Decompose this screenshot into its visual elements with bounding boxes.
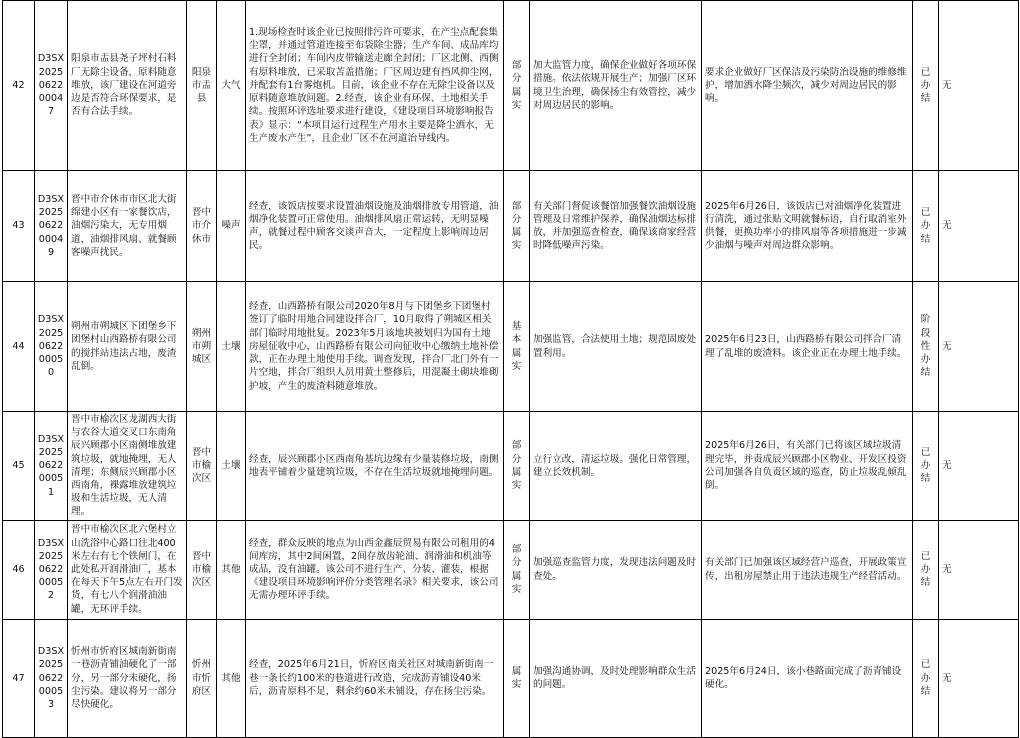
verdict: 部分属实 bbox=[504, 1, 530, 171]
administrative-area: 晋中市介休市 bbox=[187, 171, 217, 282]
investigation-finding: 经查，该饭店按要求设置油烟设施及油烟排放专用管道，油烟净化装置可正常使用。油烟排风扇正常运转，无明显噪声，就餐过程中顾客交谈声音大，一定程度上影响周边居民。 bbox=[246, 171, 504, 282]
administrative-area: 忻州市忻府区 bbox=[187, 619, 217, 737]
pollution-type: 土壤 bbox=[217, 282, 246, 412]
rectification-result: 2025年6月26日，该饭店已对油烟净化装置进行清洗，通过张贴文明就餐标语，自行取消室外供餐，更换功率小的排风扇等各项措施进一步减少油烟与噪声对周边群众影响。 bbox=[702, 171, 913, 282]
row-number: 46 bbox=[3, 520, 35, 619]
pollution-type: 土壤 bbox=[217, 412, 246, 521]
rectification-result: 有关部门已加强该区域经营户巡查，开展政策宣传，出租房屋禁止用于违法违规生产经营活动。 bbox=[702, 520, 913, 619]
accountability: 无 bbox=[939, 1, 1019, 171]
administrative-area: 晋中市榆次区 bbox=[187, 520, 217, 619]
handling-measures: 有关部门督促该餐馆加强餐饮油烟设施管理及日常维护保养，确保油烟达标排放，并加强巡查检查，确保该商家经营时降低噪声污染。 bbox=[530, 171, 702, 282]
administrative-area: 朔州市朔城区 bbox=[187, 282, 217, 412]
investigation-finding: 经查，群众反映的地点为山西金鑫辰贸易有限公司租用的4间库房，其中2间闲置，2间存放齿轮油、润滑油和机油等成品，没有油罐。该公司不进行生产、分装、灌装，根据《建设项目环境影响评价分类管理名录》相关要求，该公司无需办理环评手续。 bbox=[246, 520, 504, 619]
verdict: 属实 bbox=[504, 619, 530, 737]
administrative-area: 晋中市榆次区 bbox=[187, 412, 217, 521]
verdict: 部分属实 bbox=[504, 520, 530, 619]
accountability: 无 bbox=[939, 171, 1019, 282]
case-status: 已办结 bbox=[913, 171, 939, 282]
issue-description: 朔州市朔城区下团堡乡下团堡村山西路桥有限公司的搅拌站违法占地，废渣乱倒。 bbox=[68, 282, 187, 412]
handling-measures: 加大监管力度，确保企业做好各项环保措施。依法依规开展生产；加强厂区环境卫生治理，确保扬尘有效管控，减少对周边居民的影响。 bbox=[530, 1, 702, 171]
investigation-finding: 1.现场检查时该企业已按照排污许可要求，在产尘点配套集尘罩，并通过管道连接至布袋除尘器；生产车间、成品库均进行全封闭；车间内皮带输送走廊全封闭；厂区北侧、西侧有原料堆放，已采取苫盖措施；厂区周边建有挡风抑尘网，并配套有1台雾炮机。目前，该企业不存在无除尘设备以及原料随意堆放问题。2.经查，该企业有环保、土地相关手续。按照环评选址要求进行建设，《建设项目环境影响报告表》显示：“本项目运行过程生产用水主要是降尘洒水，无生产废水产生”，且企业厂区不在河道治导线内。 bbox=[246, 1, 504, 171]
investigation-finding: 经查，2025年6月21日，忻府区南关社区对城南新街南一巷一条长约100米的巷道进行改造，完成沥青铺设40米后，沥青原料不足，剩余约60米未铺设，存在扬尘污染。 bbox=[246, 619, 504, 737]
verdict: 基本属实 bbox=[504, 282, 530, 412]
table-row bbox=[3, 171, 1019, 282]
pollution-type: 其他 bbox=[217, 520, 246, 619]
case-status: 已办结 bbox=[913, 520, 939, 619]
complaint-table bbox=[2, 0, 1019, 738]
verdict: 部分属实 bbox=[504, 412, 530, 521]
pollution-type: 噪声 bbox=[217, 171, 246, 282]
issue-description: 晋中市介休市市区北大街绵建小区有一家餐饮店，油烟污染大，无专用烟道，油烟排风扇、就餐顾客噪声扰民。 bbox=[68, 171, 187, 282]
rectification-result: 2025年6月23日，山西路桥有限公司拌合厂清理了乱堆的废渣料。该企业正在办理土地手续。 bbox=[702, 282, 913, 412]
pollution-type: 大气 bbox=[217, 1, 246, 171]
case-status: 已办结 bbox=[913, 619, 939, 737]
handling-measures: 加强沟通协调，及时处理影响群众生活的问题。 bbox=[530, 619, 702, 737]
case-code: D3SX2025062200047 bbox=[35, 1, 68, 171]
case-code: D3SX2025062200052 bbox=[35, 520, 68, 619]
accountability: 无 bbox=[939, 412, 1019, 521]
row-number: 47 bbox=[3, 619, 35, 737]
row-number: 44 bbox=[3, 282, 35, 412]
issue-description: 晋中市榆次区龙湖西大街与农谷大道交叉口东南角辰兴顾郡小区南侧堆放建筑垃圾，就地掩埋，无人清理；东侧辰兴顾郡小区西南角，裸露堆放建筑垃圾和生活垃圾，无人清理。 bbox=[68, 412, 187, 521]
issue-description: 晋中市榆次区北六堡村立山洗浴中心路口往北400米左右有七个铁闸门，在此处私开润滑油厂，基本在每天下午5点左右开门发货，有七八个润滑油油罐，无环评手续。 bbox=[68, 520, 187, 619]
table-row bbox=[3, 1, 1019, 171]
investigation-finding: 经查，辰兴顾郡小区西南角基坑边缘有少量装修垃圾，南侧地表平铺着少量建筑垃圾，不存在生活垃圾就地掩埋问题。 bbox=[246, 412, 504, 521]
pollution-type: 其他 bbox=[217, 619, 246, 737]
case-code: D3SX2025062200053 bbox=[35, 619, 68, 737]
case-code: D3SX2025062200049 bbox=[35, 171, 68, 282]
row-number: 42 bbox=[3, 1, 35, 171]
case-status: 已办结 bbox=[913, 1, 939, 171]
case-status: 已办结 bbox=[913, 412, 939, 521]
table-row bbox=[3, 619, 1019, 737]
accountability: 无 bbox=[939, 520, 1019, 619]
rectification-result: 要求企业做好厂区保洁及污染防治设施的维修维护，增加洒水降尘频次，减少对周边居民的影响。 bbox=[702, 1, 913, 171]
issue-description: 忻州市忻府区城南新街南一巷沥青铺油硬化了一部分，另一部分未硬化，扬尘污染。建议将另一部分尽快硬化。 bbox=[68, 619, 187, 737]
row-number: 45 bbox=[3, 412, 35, 521]
issue-description: 阳泉市盂县尧子坪村石料厂无除尘设备，原料随意堆放，该厂建设在河道旁边是否符合环保要求，是否有合法手续。 bbox=[68, 1, 187, 171]
table-row bbox=[3, 282, 1019, 412]
administrative-area: 阳泉市盂县 bbox=[187, 1, 217, 171]
verdict: 部分属实 bbox=[504, 171, 530, 282]
accountability: 无 bbox=[939, 619, 1019, 737]
accountability: 无 bbox=[939, 282, 1019, 412]
row-number: 43 bbox=[3, 171, 35, 282]
handling-measures: 立行立改，清运垃圾。强化日常管理，建立长效机制。 bbox=[530, 412, 702, 521]
rectification-result: 2025年6月26日，有关部门已将该区域垃圾清理完毕，并责成辰兴顾郡小区物业、开发区投资公司加强各自负责区域的巡查，防止垃圾乱倾乱倒。 bbox=[702, 412, 913, 521]
rectification-result: 2025年6月24日，该小巷路面完成了沥青铺设硬化。 bbox=[702, 619, 913, 737]
handling-measures: 加强巡查监管力度，发现违法问题及时查处。 bbox=[530, 520, 702, 619]
case-code: D3SX2025062200050 bbox=[35, 282, 68, 412]
investigation-finding: 经查，山西路桥有限公司2020年8月与下团堡乡下团堡村签订了临时用地合同建设拌合厂，10月取得了朔城区相关部门临时用地批复。2023年5月该地块被划归为国有土地房屋征收中心，山西路桥有限公司向征收中心缴纳土地补偿款，正在办理土地使用手续。调查发现，拌合厂北门外有一片空地，拌合厂组织人员用黄土整修后，用混凝土砌块堆砌护坡，产生的废渣料随意堆放。 bbox=[246, 282, 504, 412]
table-row bbox=[3, 412, 1019, 521]
case-code: D3SX2025062200051 bbox=[35, 412, 68, 521]
case-status: 阶段性办结 bbox=[913, 282, 939, 412]
table-row bbox=[3, 520, 1019, 619]
handling-measures: 加强监管，合法使用土地；规范固废处置利用。 bbox=[530, 282, 702, 412]
